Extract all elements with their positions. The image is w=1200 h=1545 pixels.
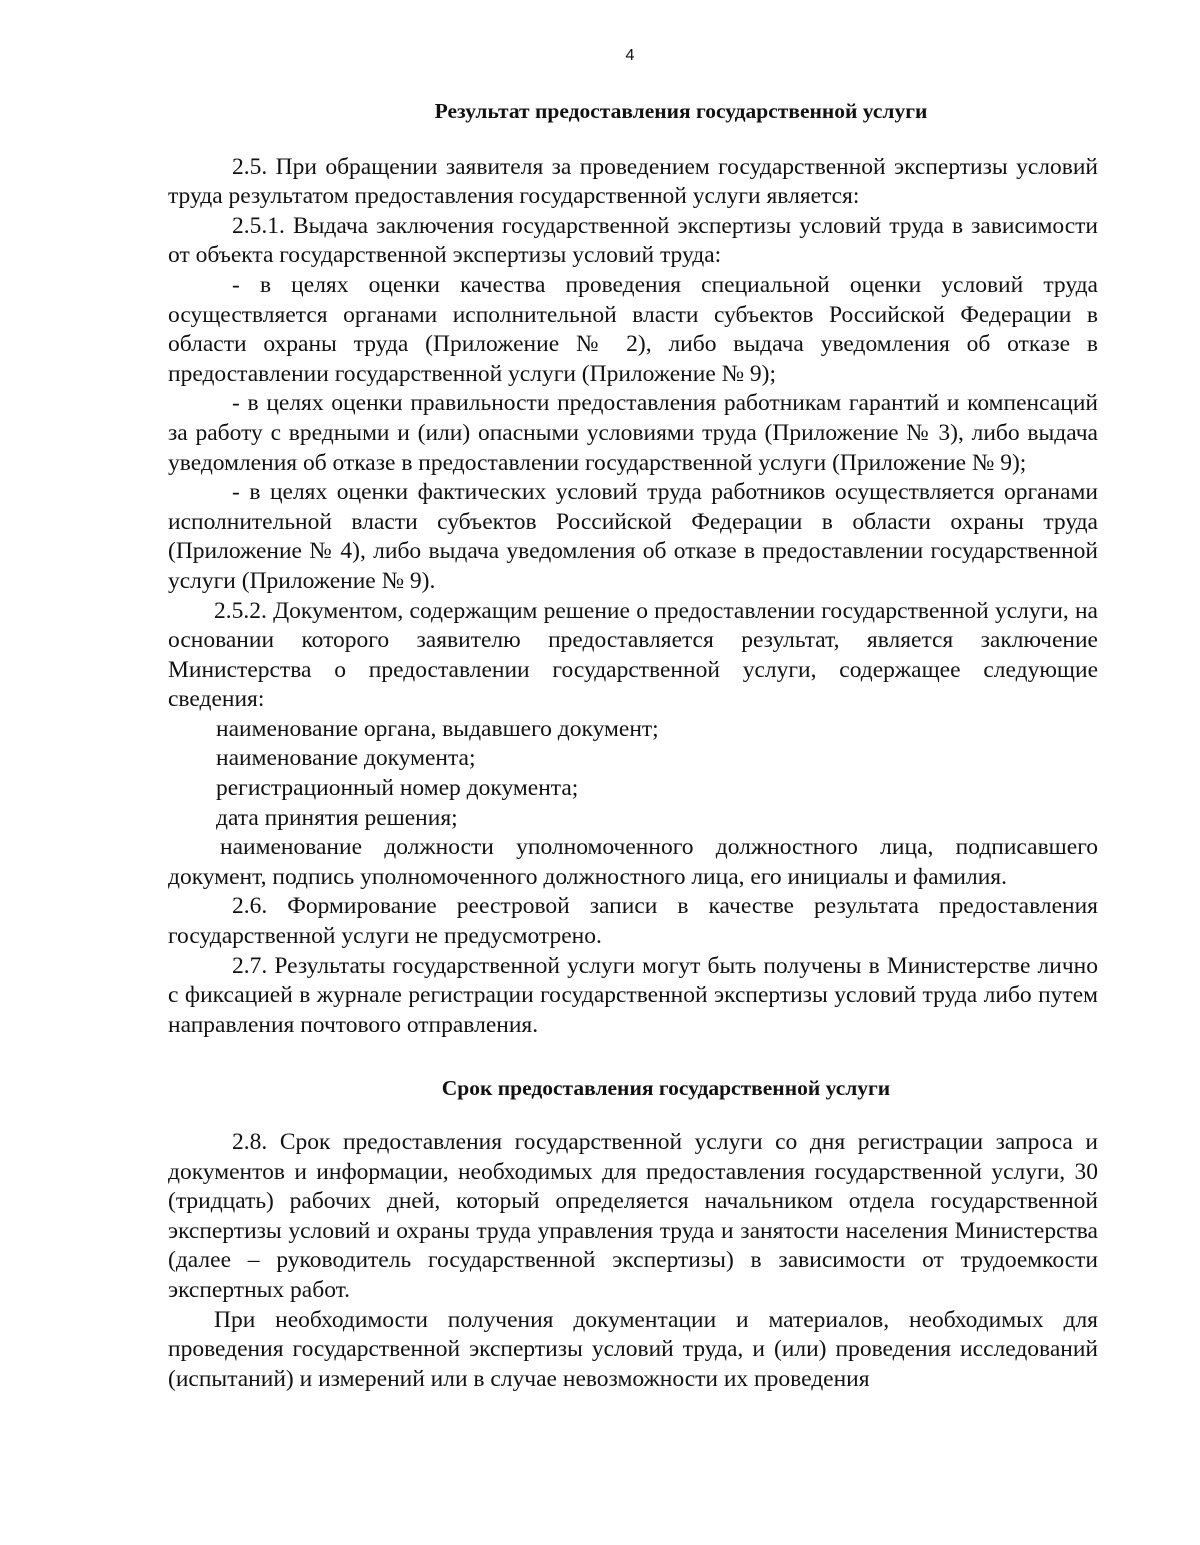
paragraph-2-5-2: 2.5.2. Документом, содержащим решение о предоставлении государственной услуги, на основании которого заявителю предоставляется результат, является заключение Министерства о предоставлении государственной услуги, содержащее следующие сведения: (168, 597, 1098, 713)
page-number: 4 (625, 47, 635, 64)
bullet-guarantees-assessment: - в целях оценки правильности предоставления работникам гарантий и компенсаций за работу с вредными и (или) опасными условиями труда (Приложение № 3), либо выдача уведомления об отказе в предоставлении государственной услуги (Приложение № 9); (168, 390, 1098, 476)
paragraph-2-7: 2.7. Результаты государственной услуги могут быть получены в Министерстве лично с фиксацией в журнале регистрации государственной экспертизы условий труда либо путем направления почтового отправления. (168, 952, 1098, 1038)
paragraph-2-6: 2.6. Формирование реестровой записи в качестве результата предоставления государственной услуги не предусмотрено. (168, 893, 1098, 950)
paragraph-continuation: При необходимости получения документации и материалов, необходимых для проведения государственной экспертизы условий труда, и (или) проведения исследований (испытаний) и измерений или в случае невозможности их проведения (168, 1306, 1098, 1392)
list-item: дата принятия решения; (216, 804, 458, 831)
bullet-actual-conditions: - в целях оценки фактических условий труда работников осуществляется органами исполнительной власти субъектов Российской Федерации в области охраны труда (Приложение № 4), либо выдача уведомления об отказе в предоставлении государственной услуги (Приложение № 9). (168, 479, 1098, 594)
section-heading-result: Результат предоставления государственной услуги (434, 99, 928, 123)
document-body (168, 97, 1098, 1394)
paragraph-2-5-1: 2.5.1. Выдача заключения государственной экспертизы условий труда в зависимости от объекта государственной экспертизы условий труда: (168, 212, 1098, 269)
list-item-signatory: наименование должности уполномоченного должностного лица, подписавшего документ, подпись уполномоченного должностного лица, его инициалы и фамилия. (168, 834, 1098, 890)
paragraph-2-8: 2.8. Срок предоставления государственной услуги со дня регистрации запроса и документов и информации, необходимых для предоставления государственной услуги, 30 (тридцать) рабочих дней, который определяется начальником отдела государственной экспертизы условий и охраны труда управления труда и занятости населения Министерства (далее – руководитель государственной экспертизы) в зависимости от трудоемкости экспертных работ. (168, 1129, 1098, 1303)
list-item: наименование документа; (216, 745, 476, 772)
bullet-quality-assessment: - в целях оценки качества проведения специальной оценки условий труда осуществляется органами исполнительной власти субъектов Российской Федерации в области охраны труда (Приложение № 2), либо выдача уведомления об отказе в предоставлении государственной услуги (Приложение № 9); (168, 271, 1098, 387)
paragraph-2-5: 2.5. При обращении заявителя за проведением государственной экспертизы условий труда результатом предоставления государственной услуги является: (168, 153, 1098, 210)
section-heading-term: Срок предоставления государственной услуги (441, 1076, 891, 1101)
list-item: регистрационный номер документа; (216, 775, 579, 802)
list-item: наименование органа, выдавшего документ; (216, 715, 659, 742)
